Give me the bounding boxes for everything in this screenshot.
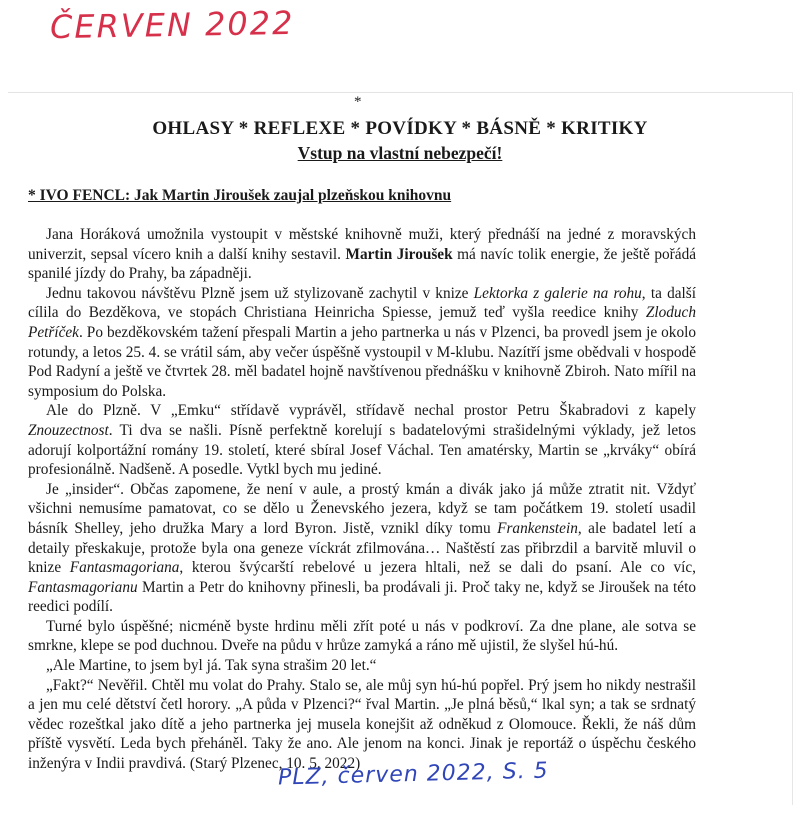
section-subheading: Vstup na vlastní nebezpečí! [297,143,503,163]
paragraph-6: „Ale Martine, to jsem byl já. Tak syna strašim 20 let.“ [46,657,377,675]
handwritten-source-note: PLZ, červen 2022, S. 5 [277,758,549,791]
paragraph-5: Turné bylo úspěšné; nicméně byste hrdinu měli zřít poté u nás v podkroví. Za dne plane, ale sotva se smrkne, klepe se pod duchnou. Dveře na půdu v hrůze zamyká a ráno mě ujistil, že slyšel hú-hú. [28,617,696,655]
paragraph-3: Ale do Plzně. V „Emku“ střídavě vyprávěl, střídavě nechal prostor Petru Škabradovi z kapely Znouzectnost. Ti dva se našli. Písně perfektně korelují s badatelovými strašidelnými výklady, jež letos adorují kolportážní romány 19. století, které sbíral Josef Váchal. Ten amatérsky, Martin se „krváky“ obírá profesionálně. Nadšeně. A posedle. Vytkl bych mu jediné. [28,402,696,479]
paragraph-1: Jana Horáková umožnila vystoupit v městské knihovně muži, který přednáší na jedné z moravských univerzit, sepsal vícero knih a další knihy sestavil. Martin Jiroušek má navíc tolik energie, že ještě pořádá spanilé jízdy do Prahy, ba západněji. [28,226,697,283]
article-title: * IVO FENCL: Jak Martin Jiroušek zaujal plzeňskou knihovnu [28,187,452,204]
paragraph-2: Jednu takovou návštěvu Plzně jsem už stylizovaně zachytil v knize Lektorka z galerie na rohu, ta další cílila do Bezděkova, ve stopách Christiana Heinricha Spiesse, jemuž teď vyšla reedice knihy Zloduch Petříček. Po bezděkovském tažení přespali Martin a jeho partnerka u nás v Plzenci, ba provedl jsem je okolo rotundy, a letos 25. 4. se vrátil sám, aby večer úspěšně vystoupil v M-klubu. Nazítří jsme obědvali v hospodě Pod Radyní a ještě ve čtvrtek 28. měl badatel hojně navštívenou přednášku v knihovně Zbiroh. Nato mířil na symposium do Polska. [28,284,696,400]
handwritten-date-note: ČERVEN 2022 [49,3,295,47]
article-body [28,225,696,774]
paragraph-7: „Fakt?“ Nevěřil. Chtěl mu volat do Prahy. Stalo se, ale můj syn hú-hú popřel. Prý jsem ho nikdy nestrašil a jen mu celé dětství četl horory. „A půda v Plzenci?“ řval Martin. „Je plná běsů,“ lkal syn; a tak se srdnatý vědec rozeštkal jako dítě a jeho partnerka jej musela konejšit až odněkud z Olomouce. Řekli, že náš dům příště vysvětí. Leda bych přeháněl. Taky že ano. Ale jenom na konci. Jinak je reportáž o úspěchu českého inženýra v Indii pravdivá. (Starý Plzenec, 10. 5. 2022) [28,676,696,773]
header-star: * [354,94,362,110]
paragraph-4: Je „insider“. Občas zapomene, že není v aule, a prostý kmán a divák jako já může ztratit nit. Vždyť všichni nemusíme pamatovat, co se dělo u Ženevského jezera, když se tam počátkem 19. století usadil básník Shelley, jeho družka Mary a lord Byron. Jistě, vznikl díky tomu Frankenstein, ale badatel letí a detaily přeskakuje, protože byla ona geneze víckrát zfilmována… Naštěstí zas přibrzdil a barvitě mluvil o knize Fantasmagoriana, kterou švýcarští rebelové u jezera hltali, než se dali do psaní. Ale co víc, Fantasmagorianu Martin a Petr do knihovny přinesli, ba prodávali ji. Proč taky ne, když se Jiroušek na této reedici podílí. [28,480,697,616]
section-heading: OHLASY * REFLEXE * POVÍDKY * BÁSNĚ * KRITIKY [152,118,648,139]
